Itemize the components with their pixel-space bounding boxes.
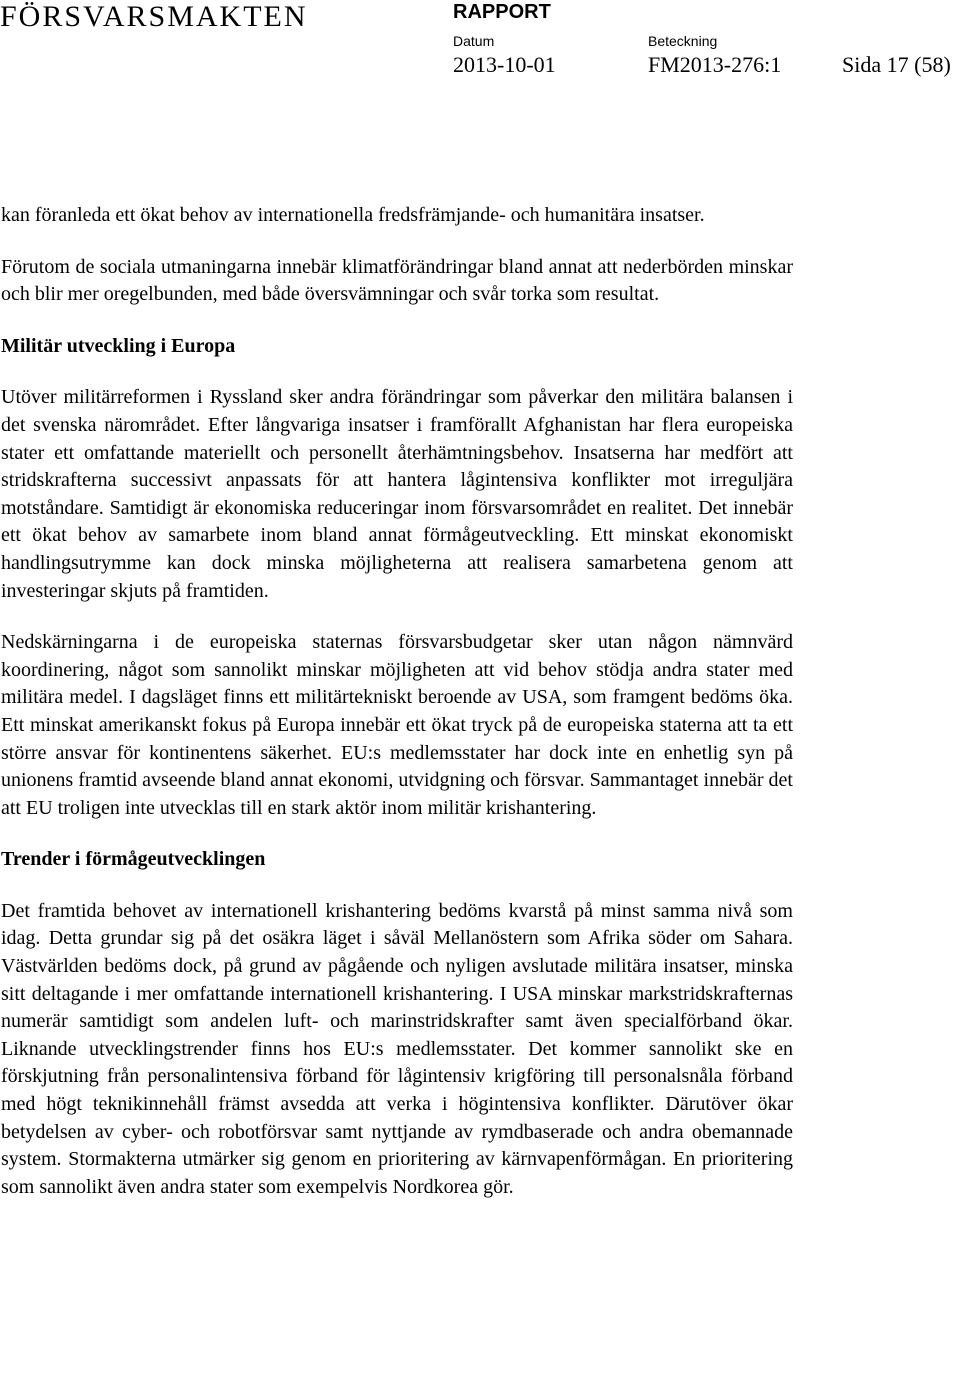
paragraph-5: Det framtida behovet av internationell krishantering bedöms kvarstå på minst samma nivå som idag. Detta grundar sig på det osäkra läget i såväl Mellanöstern som Afrika söder om Sahara. Västvärlden bedöms dock, på grund av pågående och nyligen avslutade militära insatser, minska sitt deltagande i mer omfattande internationell krishantering. I USA minskar markstridskrafternas numerär samtidigt som andelen luft- och marinstridskrafter samt även specialförband ökar. Liknande utvecklingstrender finns hos EU:s medlemsstater. Det kommer sannolikt ske en förskjutning från personalintensiva förband för lågintensiv krigföring till personalsnåla förband med högt teknikinnehåll främst avsedda att verka i högintensiva konflikter. Därutöver ökar betydelsen av cyber- och robotförsvar samt nyttjande av rymdbaserade och andra obemannade system. Stormakterna utmärker sig genom en prioritering av kärnvapenförmågan. En prioritering som sannolikt även andra stater som exempelvis Nordkorea gör. (1, 899, 793, 1198)
date-label: Datum (453, 33, 495, 49)
reference-label: Beteckning (648, 33, 718, 49)
paragraph-3: Utöver militärreformen i Ryssland sker andra förändringar som påverkar den militära balansen i det svenska närområdet. Efter långvariga insatser i framförallt Afghanistan har flera europeiska stater ett omfattande materiellt och personellt återhämtningsbehov. Insatserna har medfört att stridskrafterna successivt anpassats för att hantera lågintensiva konflikter mot irreguljära motståndare. Samtidigt är ekonomiska reduceringar inom försvarsområdet en realitet. Det innebär ett ökat behov av samarbete inom bland annat förmågeutveckling. Ett minskat ekonomiskt handlingsutrymme kan dock minska möjligheterna att realisera samarbetena genom att investeringar skjuts på framtiden. (1, 386, 793, 602)
paragraph-2: Förutom de sociala utmaningarna innebär klimatförändringar bland annat att nederbörden minskar och blir mer oregelbunden, med både översvämningar och svår torka som resultat. (1, 255, 793, 306)
reference-value: FM2013-276:1 (648, 52, 782, 77)
page-indicator: Sida 17 (58) (842, 52, 951, 77)
document-body (1, 202, 793, 1201)
report-type: RAPPORT (453, 1, 551, 23)
organization-logo: FÖRSVARSMAKTEN (0, 0, 308, 33)
date-value: 2013-10-01 (453, 52, 556, 77)
paragraph-1: kan föranleda ett ökat behov av internationella fredsfrämjande- och humanitära insatser. (1, 204, 705, 226)
paragraph-4: Nedskärningarna i de europeiska staternas försvarsbudgetar sker utan någon nämnvärd koordinering, något som sannolikt minskar möjligheten att vid behov stödja andra stater med militära medel. I dagsläget finns ett militärtekniskt beroende av USA, som framgent bedöms öka. Ett minskat amerikanskt fokus på Europa innebär ett ökat tryck på de europeiska staterna att ta ett större ansvar för kontinentens säkerhet. EU:s medlemsstater har dock inte en enhetlig syn på unionens framtid avseende bland annat ekonomi, utvidgning och försvar. Sammantaget innebär det att EU troligen inte utvecklas till en stark aktör inom militär krishantering. (1, 631, 793, 819)
section-heading-capability-trends: Trender i förmågeutvecklingen (1, 848, 266, 871)
section-heading-military-development: Militär utveckling i Europa (1, 334, 236, 357)
